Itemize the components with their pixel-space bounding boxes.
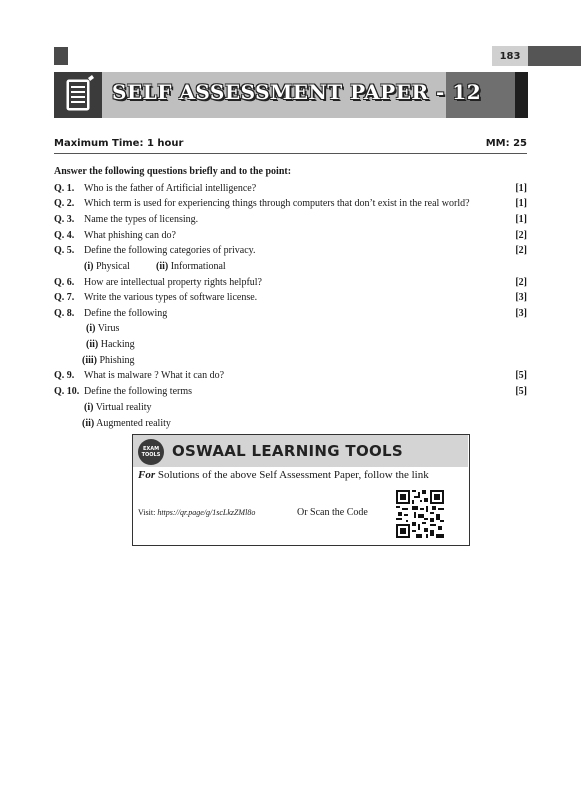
maximum-marks: MM: 25	[485, 138, 527, 149]
sub-item: (ii) Informational	[156, 261, 226, 272]
question-number: Q. 3.	[54, 214, 75, 225]
question-text: Define the following categories of privacy.	[84, 245, 256, 256]
page-number: 183	[492, 46, 528, 66]
question-number: Q. 10.	[54, 386, 80, 397]
scan-instruction: Or Scan the Code	[297, 507, 368, 518]
question-marks: [1]	[515, 214, 527, 225]
question-number: Q. 1.	[54, 183, 75, 194]
question-text: Which term is used for experiencing things through computers that don’t exist in the real world?	[84, 198, 470, 209]
question-text: What phishing can do?	[84, 230, 176, 241]
header-decoration-left	[54, 47, 68, 65]
question-marks: [3]	[515, 308, 527, 319]
question-number: Q. 8.	[54, 308, 75, 319]
question-number: Q. 2.	[54, 198, 75, 209]
paper-title: SELF ASSESSMENT PAPER - 12	[112, 80, 482, 104]
question-text: Name the types of licensing.	[84, 214, 199, 225]
question-marks: [2]	[515, 245, 527, 256]
qr-code-icon[interactable]	[396, 490, 444, 538]
question-marks: [2]	[515, 277, 527, 288]
question-marks: [2]	[515, 230, 527, 241]
question-number: Q. 9.	[54, 370, 75, 381]
instructions: Answer the following questions briefly and to the point:	[54, 166, 292, 177]
question-marks: [3]	[515, 292, 527, 303]
worksheet-icon	[54, 72, 102, 118]
question-text: What is malware ? What it can do?	[84, 370, 225, 381]
sub-item: (iii) Phishing	[82, 355, 135, 366]
solutions-text: For Solutions of the above Self Assessment Paper, follow the link	[138, 469, 429, 481]
question-number: Q. 7.	[54, 292, 75, 303]
visit-link[interactable]: Visit: https://qr.page/g/1scLkzZMl8o	[138, 508, 256, 517]
divider	[54, 153, 527, 154]
question-marks: [1]	[515, 198, 527, 209]
header-decoration-right	[528, 46, 581, 66]
question-text: Define the following terms	[84, 386, 193, 397]
question-marks: [1]	[515, 183, 527, 194]
maximum-time: Maximum Time: 1 hour	[54, 138, 184, 149]
question-text: Write the various types of software license.	[84, 292, 258, 303]
question-text: Define the following	[84, 308, 168, 319]
title-banner-edge	[515, 72, 528, 118]
exam-tools-logo-icon: EXAM TOOLS	[138, 439, 164, 465]
sub-item: (i) Physical	[84, 261, 130, 272]
learning-tools-title: OSWAAL LEARNING TOOLS	[172, 442, 404, 460]
sub-item: (i) Virus	[86, 323, 120, 334]
sub-item: (ii) Augmented reality	[82, 418, 171, 429]
question-marks: [5]	[515, 386, 527, 397]
question-number: Q. 4.	[54, 230, 75, 241]
sub-item: (i) Virtual reality	[84, 402, 152, 413]
question-number: Q. 5.	[54, 245, 75, 256]
question-marks: [5]	[515, 370, 527, 381]
question-number: Q. 6.	[54, 277, 75, 288]
question-text: How are intellectual property rights helpful?	[84, 277, 262, 288]
sub-item: (ii) Hacking	[86, 339, 135, 350]
question-text: Who is the father of Artificial intelligence?	[84, 183, 257, 194]
